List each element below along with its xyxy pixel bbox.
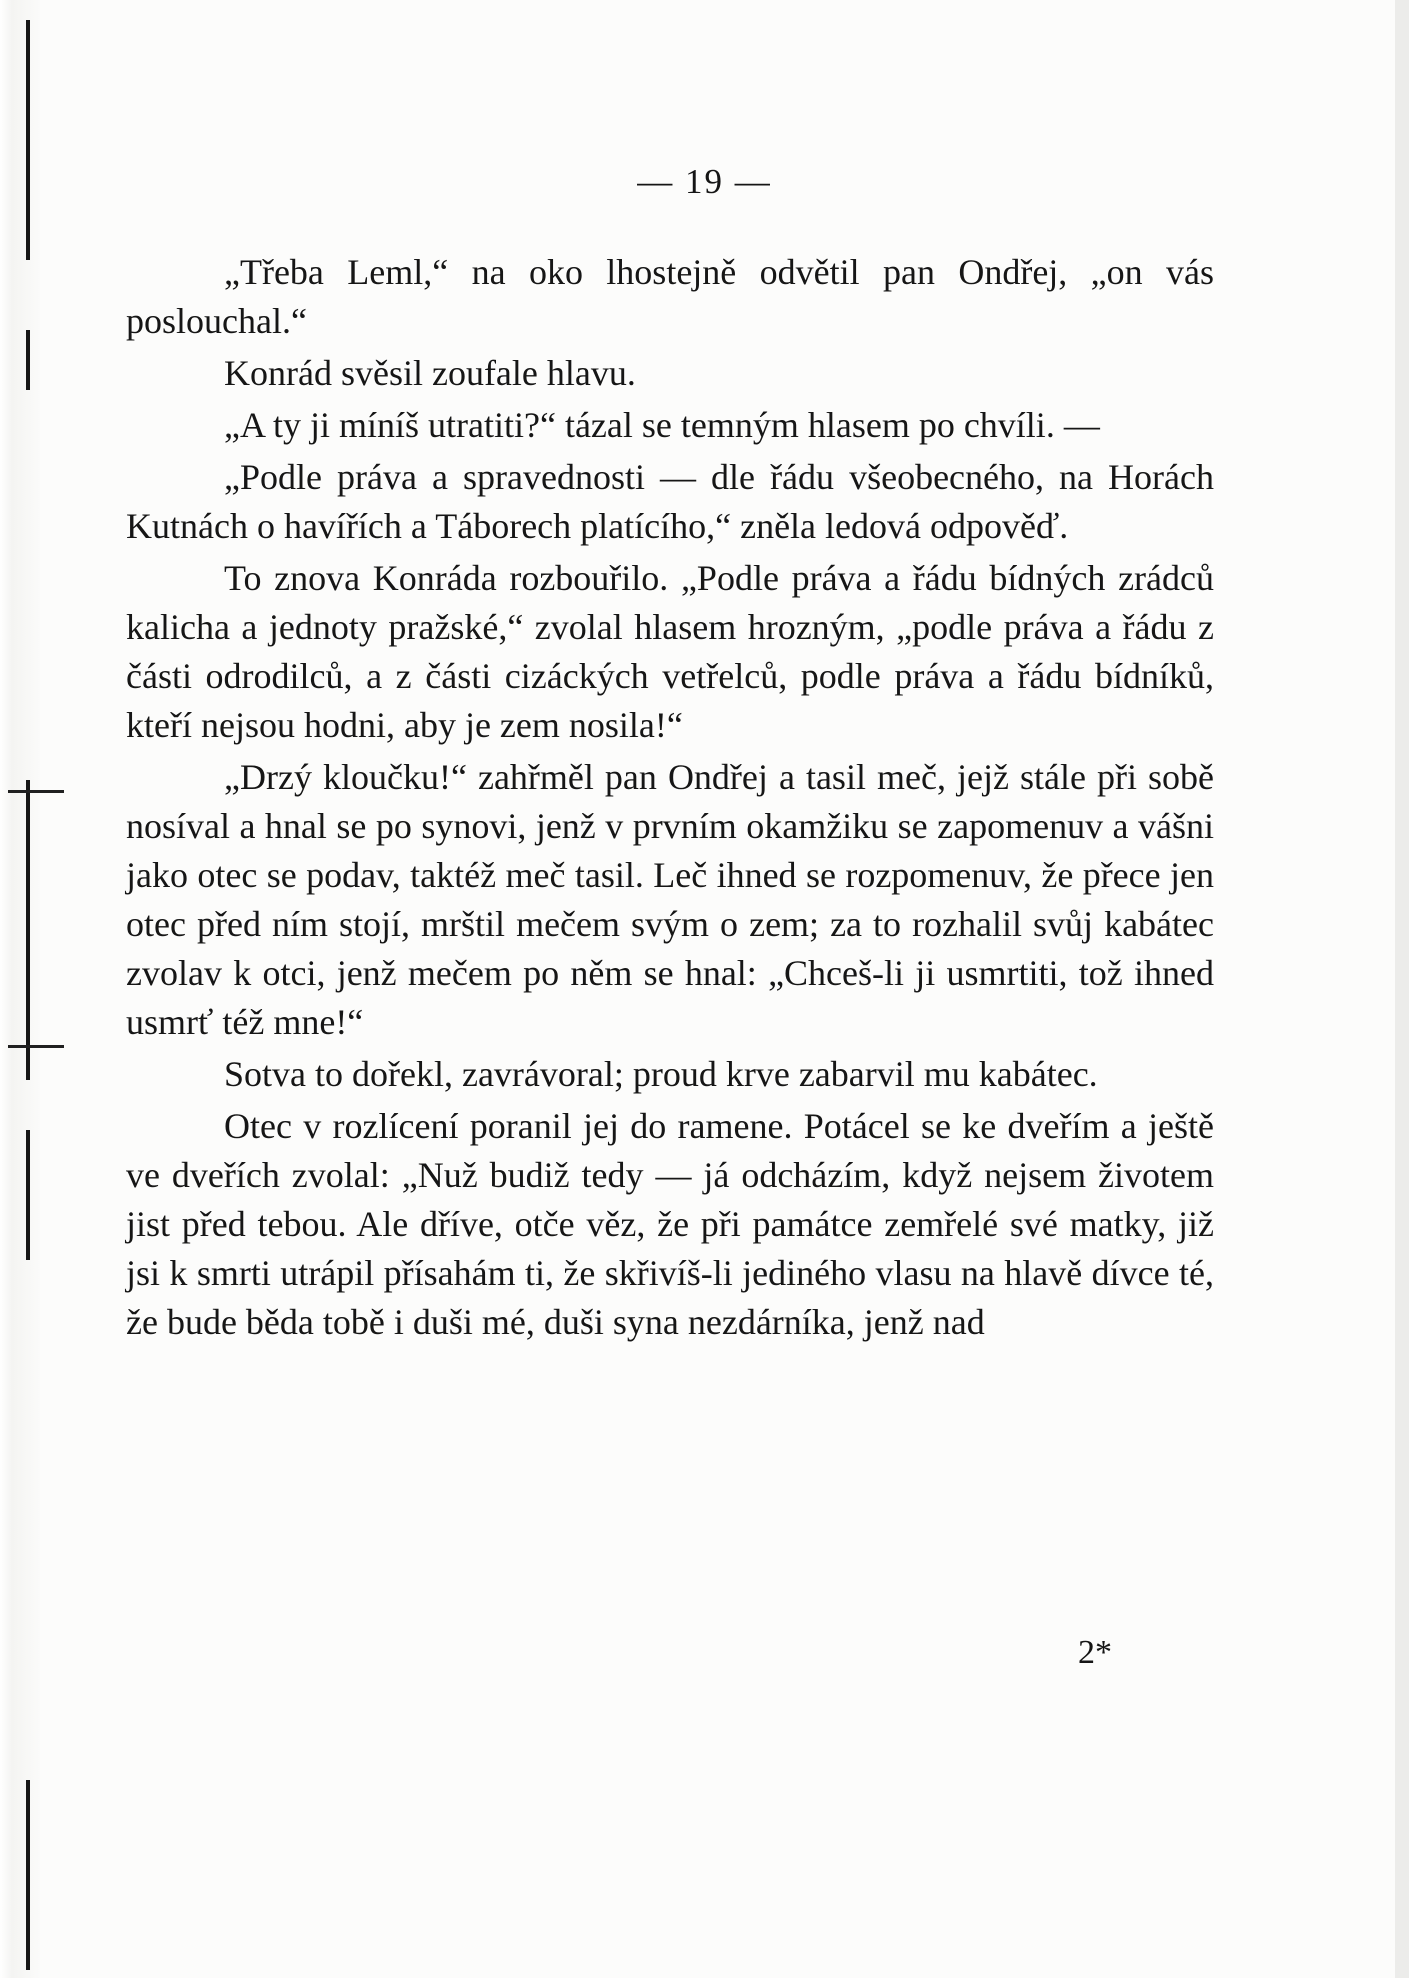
binding-rule bbox=[26, 780, 30, 1080]
page-number: — 19 — bbox=[637, 162, 772, 201]
paragraph: To znova Konráda rozbouřilo. „Podle práva a řádu bídných zrádců kalicha a jednoty pražské,“ zvolal hlasem hrozným, „podle práva a řádu z části odrodilců, a z části cizáckých vetřelců, podle práva a řádu bídníků, kteří nejsou hodni, aby je zem nosila!“ bbox=[126, 558, 1214, 745]
paragraph: Sotva to dořekl, zavrávoral; proud krve zabarvil mu kabátec. bbox=[224, 1054, 1098, 1094]
binding-rule bbox=[26, 1130, 30, 1260]
body-text bbox=[126, 248, 1214, 1350]
paragraph: „Třeba Leml,“ na oko lhostejně odvětil pan Ondřej, „on vás poslouchal.“ bbox=[126, 252, 1214, 341]
paragraph: „Podle práva a spravednosti — dle řádu všeobecného, na Horách Kutnách o havířích a Táborech platícího,“ zněla ledová odpověď. bbox=[126, 457, 1214, 546]
binding-rule bbox=[26, 330, 30, 390]
paragraph: Otec v rozlícení poranil jej do ramene. Potácel se ke dveřím a ještě ve dveřích zvolal: „Nuž budiž tedy — já odcházím, když nejsem životem jist před tebou. Ale dříve, otče věz, že při památce zemřelé své matky, již jsi k smrti utrápil přísahám ti, že skřivíš-li jediného vlasu na hlavě dívce té, že bude běda tobě i duši mé, duši syna nezdárníka, jenž nad bbox=[126, 1106, 1214, 1342]
paragraph: „A ty ji míníš utratiti?“ tázal se temným hlasem po chvíli. — bbox=[224, 405, 1100, 445]
binding-rule bbox=[26, 20, 30, 260]
paragraph: Konrád svěsil zoufale hlavu. bbox=[224, 353, 636, 393]
signature-mark: 2* bbox=[1078, 1634, 1112, 1671]
binding-tick bbox=[8, 1045, 64, 1048]
paragraph: „Drzý kloučku!“ zahřměl pan Ondřej a tasil meč, jejž stále při sobě nosíval a hnal se po synovi, jenž v prvním okamžiku se zapomenuv a vášni jako otec se podav, taktéž meč tasil. Leč ihned se rozpomenuv, že přece jen otec před ním stojí, mrštil mečem svým o zem; za to rozhalil svůj kabátec zvolav k otci, jenž mečem po něm se hnal: „Chceš-li ji usmrtiti, tož ihned usmrť též mne!“ bbox=[126, 757, 1214, 1042]
page-binding-edge bbox=[0, 0, 40, 1978]
binding-rule bbox=[26, 1780, 30, 1970]
binding-tick bbox=[8, 790, 64, 793]
page-right-edge bbox=[1395, 0, 1409, 1978]
